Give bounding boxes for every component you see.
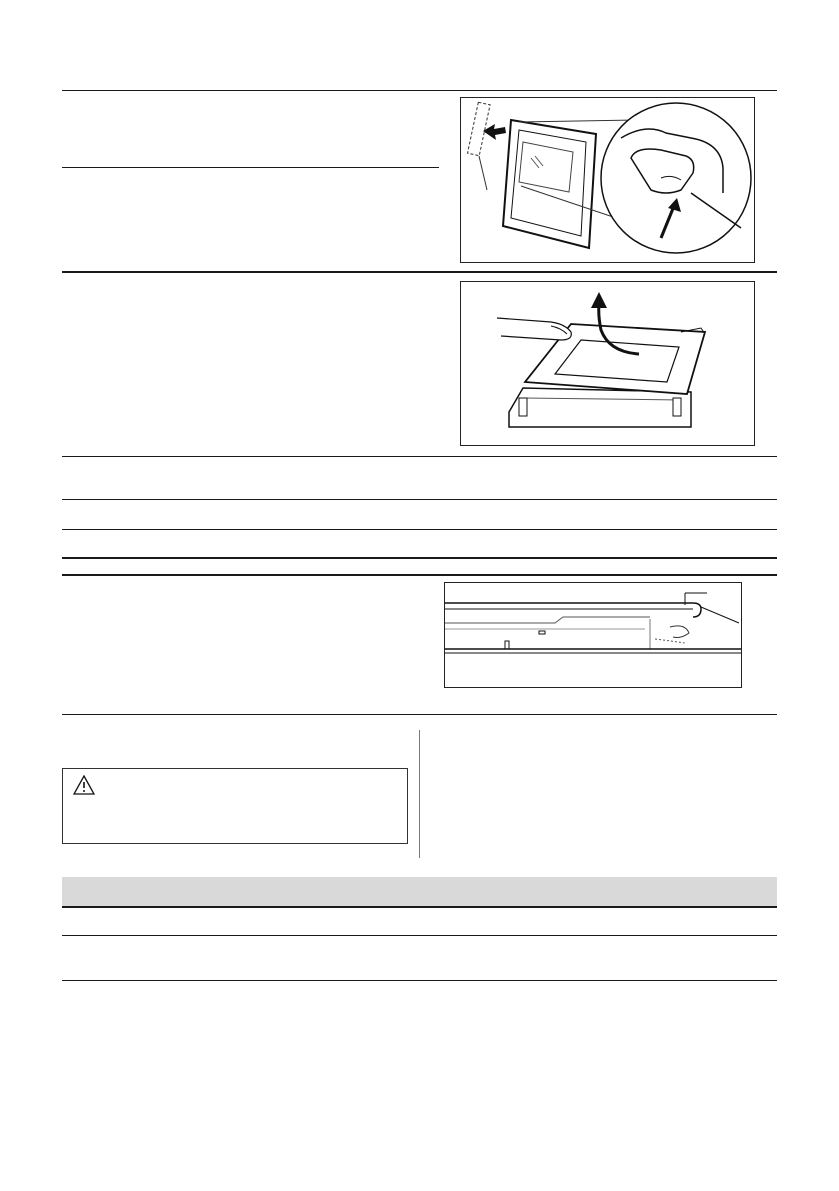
frame-clip-left [519,398,527,416]
section-rule-step2 [62,271,777,273]
section-rule-a [62,456,777,457]
door-hinge-illustration [461,98,754,262]
column-divider [419,730,420,858]
table-row-rule-2 [62,980,777,981]
arrow-left-icon [483,124,506,140]
callout-line-icon [701,607,739,623]
table-header-rule [62,906,777,908]
glass-panel-illustration [461,282,754,445]
section-rule-f [62,714,777,715]
door-seal-figure [444,582,742,688]
section-rule-d [62,557,777,559]
table-row-rule-1 [62,935,777,936]
section-rule-b [62,499,777,500]
section-rule-top [62,90,777,91]
table-header [62,877,777,907]
door-hinge-figure [460,97,755,263]
warning-triangle-icon [73,775,95,800]
frame-slot [539,631,545,634]
door-panel-shape [503,120,596,248]
door-frame-base [509,388,691,427]
hinge-leader-line [479,156,487,190]
hinge-dashed [655,639,685,643]
warning-box [62,768,408,844]
section-rule-c [62,529,777,530]
frame-clip-right [673,398,681,416]
frame-edge [445,617,650,623]
step-rule-short [62,167,439,168]
hinge-clip [670,626,689,638]
door-seal-illustration [445,583,741,687]
arrow-curved-up-icon [591,292,607,308]
frame-tab [505,641,509,649]
section-rule-e [62,574,777,576]
zoom-line-top [519,120,636,122]
glass-panel-figure [460,281,755,446]
seal-end [693,603,701,617]
